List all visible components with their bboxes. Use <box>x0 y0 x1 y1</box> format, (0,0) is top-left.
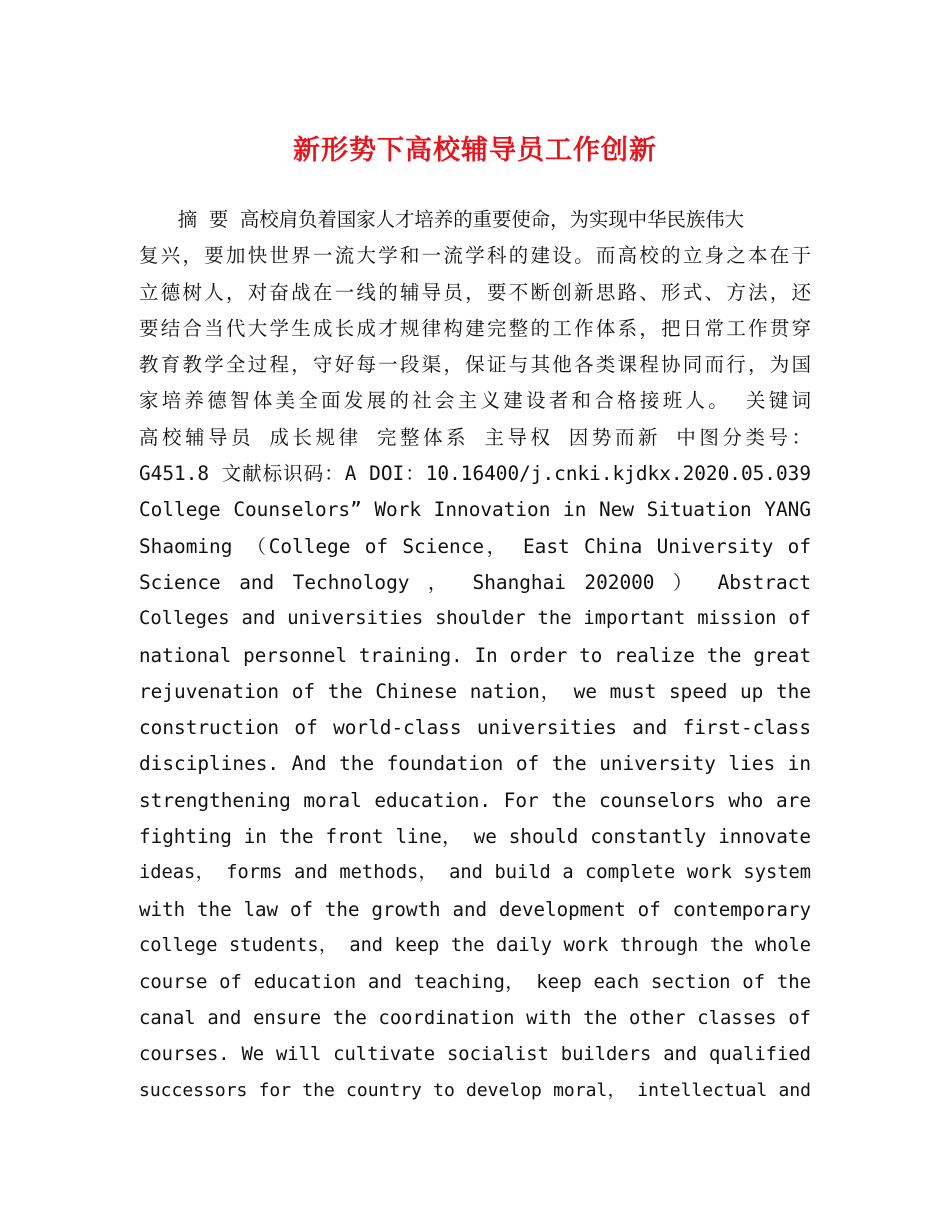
text-line: with the law of the growth and development of contemporary <box>139 897 811 921</box>
text-line: 高校辅导员 成长规律 完整体系 主导权 因势而新 中图分类号： <box>139 425 811 449</box>
text-line: successors for the country to develop moral， intellectual and <box>139 1080 811 1102</box>
text-line: ideas， forms and methods， and build a complete work system <box>139 862 811 884</box>
abstract-body <box>139 202 811 1109</box>
text-line: construction of world-class universities and first-class <box>139 716 811 740</box>
text-line: college students， and keep the daily work through the whole <box>139 934 811 956</box>
text-line: disciplines. And the foundation of the university lies in <box>139 752 811 776</box>
text-line: College Counselors” Work Innovation in New Situation YANG <box>139 498 811 522</box>
text-line: G451.8 文献标识码：A DOI：10.16400/j.cnki.kjdkx.2020.05.039 <box>139 462 811 486</box>
text-line: 家培养德智体美全面发展的社会主义建设者和合格接班人。 关键词 <box>139 389 811 413</box>
text-line: course of education and teaching， keep each section of the <box>139 971 811 994</box>
text-line: Colleges and universities shoulder the important mission of <box>139 608 811 630</box>
text-line: Science and Technology ， Shanghai 202000 ） Abstract <box>139 570 811 594</box>
text-line: 立德树人，对奋战在一线的辅导员，要不断创新思路、形式、方法，还 <box>139 280 811 304</box>
text-line: canal and ensure the coordination with the other classes of <box>139 1007 811 1029</box>
text-line: 教育教学全过程，守好每一段渠，保证与其他各类课程协同而行，为国 <box>139 353 811 377</box>
text-line: rejuvenation of the Chinese nation， we must speed up the <box>139 679 811 703</box>
text-line: fighting in the front line， we should constantly innovate <box>139 825 811 849</box>
text-line: 要结合当代大学生成长成才规律构建完整的工作体系，把日常工作贯穿 <box>139 316 811 340</box>
text-line: 复兴，要加快世界一流大学和一流学科的建设。而高校的立身之本在于 <box>139 244 811 268</box>
text-line: national personnel training. In order to realize the great <box>139 643 811 667</box>
document-title: 新形势下高校辅导员工作创新 <box>293 135 657 166</box>
text-line: strengthening moral education. For the counselors who are <box>139 788 811 812</box>
text-line: courses. We will cultivate socialist builders and qualified <box>139 1043 811 1065</box>
text-line: 摘 要 高校肩负着国家人才培养的重要使命，为实现中华民族伟大 <box>139 208 745 231</box>
text-line: Shaoming （College of Science， East China University of <box>139 534 811 558</box>
